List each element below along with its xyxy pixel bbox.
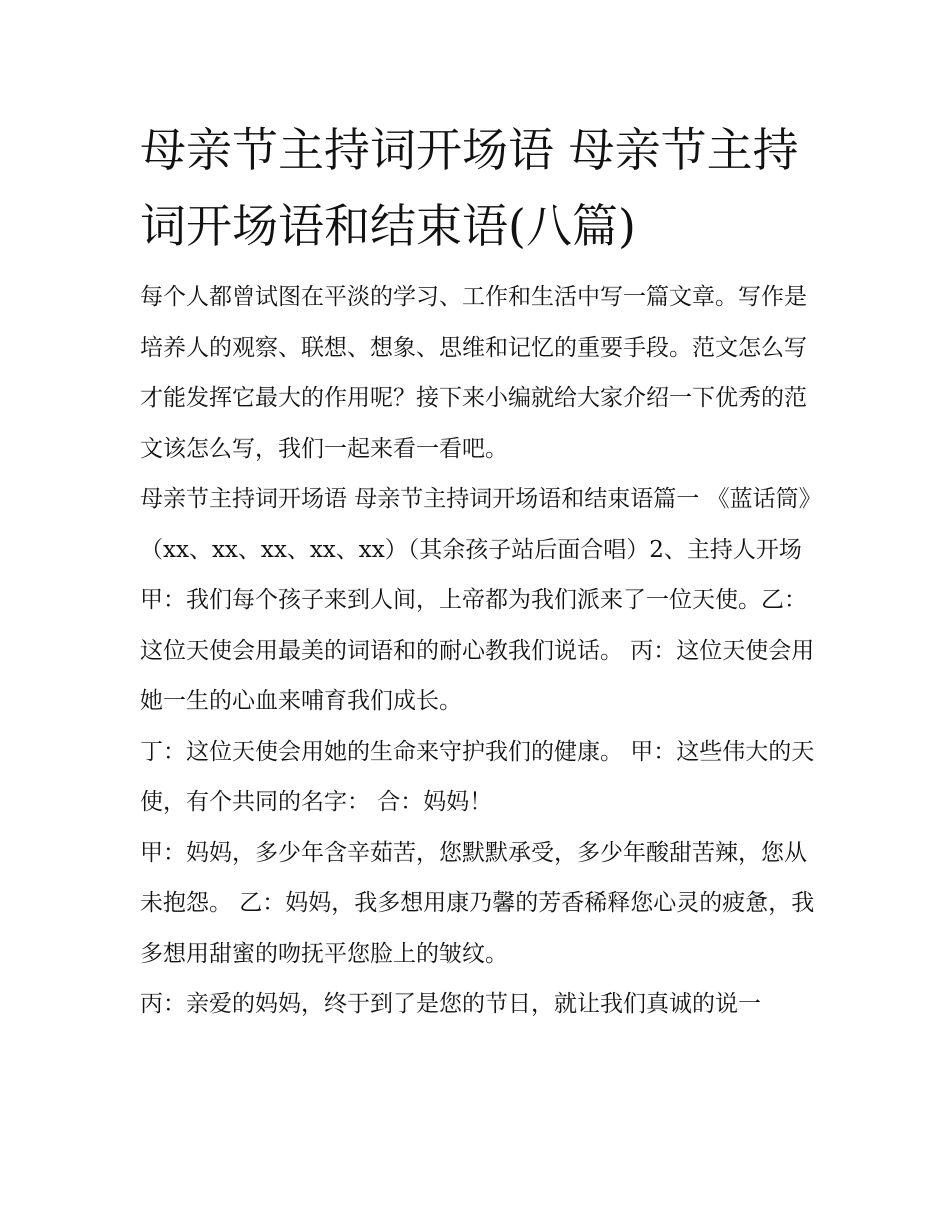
dialogue-paragraph: 甲：我们每个孩子来到人间，上帝都为我们派来了一位天使。乙：这位天使会用最美的词语和的耐心教我们说话。 丙：这位天使会用她一生的心血来哺育我们成长。 bbox=[140, 587, 815, 714]
document-body bbox=[140, 272, 820, 1030]
dialogue-paragraph: 甲：妈妈，多少年含辛茹苦，您默默承受，多少年酸甜苦辣，您从未抱怨。 乙：妈妈，我多想用康乃馨的芳香稀释您心灵的疲惫，我多想用甜蜜的吻抚平您脸上的皱纹。 bbox=[140, 839, 815, 967]
dialogue-paragraph: 丙：亲爱的妈妈，终于到了是您的节日，就让我们真诚的说一 bbox=[140, 991, 761, 1017]
intro-paragraph: 每个人都曾试图在平淡的学习、工作和生活中写一篇文章。写作是培养人的观察、联想、想象、思维和记忆的重要手段。范文怎么写才能发挥它最大的作用呢？接下来小编就给大家介绍一下优秀的范文该怎么写，我们一起来看一看吧。 bbox=[140, 284, 807, 462]
dialogue-paragraph: 丁：这位天使会用她的生命来守护我们的健康。 甲：这些伟大的天使，有个共同的名字： 合：妈妈！ bbox=[140, 738, 815, 815]
section-heading-paragraph: 母亲节主持词开场语 母亲节主持词开场语和结束语篇一 《蓝话筒》（xx、xx、xx、xx、xx）（其余孩子站后面合唱）2、主持人开场 bbox=[140, 486, 811, 563]
document-title: 母亲节主持词开场语 母亲节主持词开场语和结束语(八篇) bbox=[140, 123, 799, 253]
